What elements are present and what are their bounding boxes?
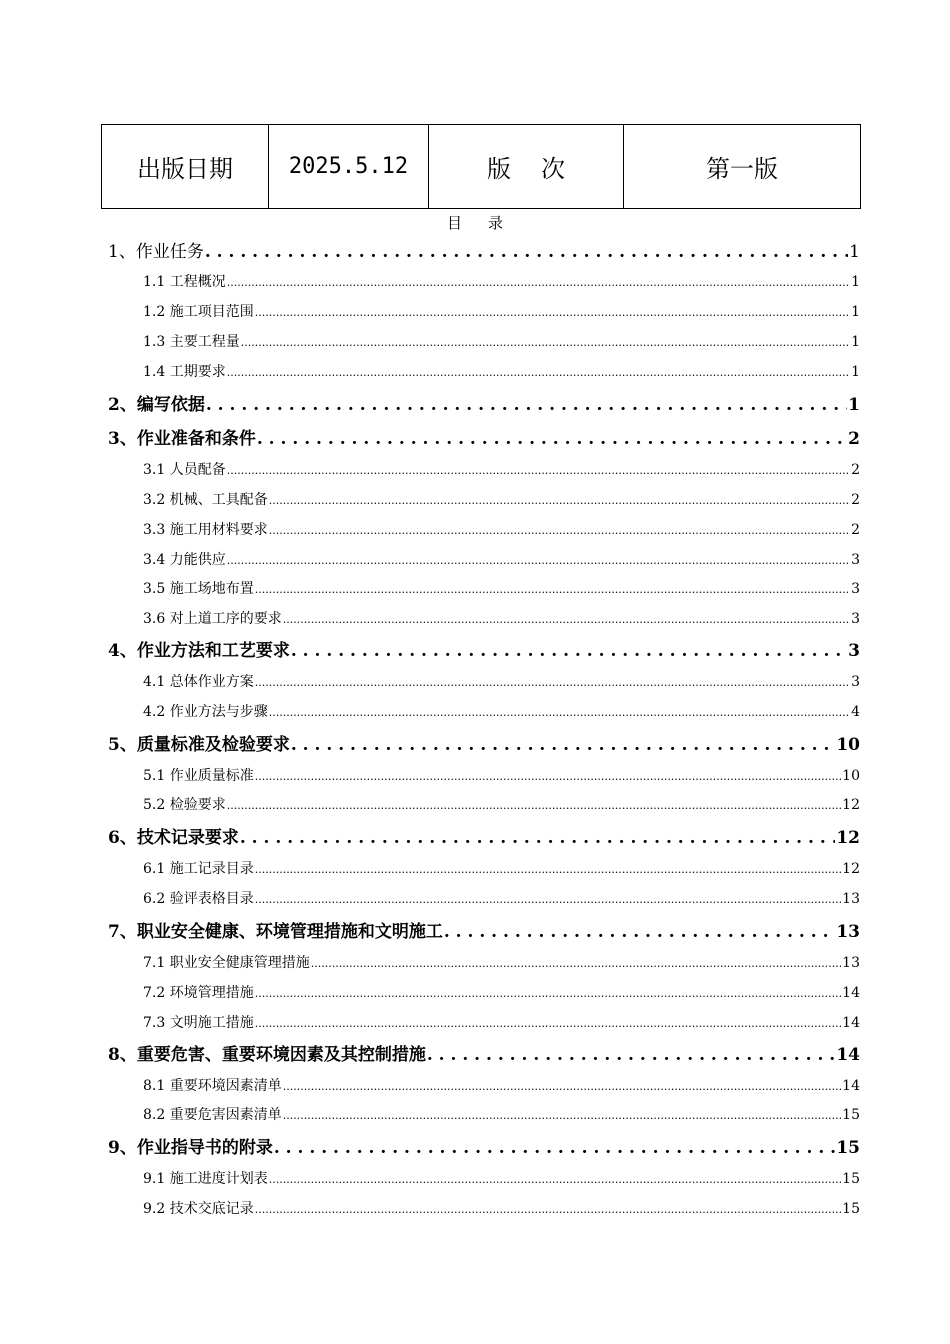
toc-dot-leader bbox=[255, 304, 850, 320]
toc-page-number: 3 bbox=[851, 581, 860, 597]
toc-dot-leader bbox=[241, 334, 850, 350]
toc-entry-title: 5.2 检验要求 bbox=[143, 797, 226, 813]
toc-entry-title: 3.2 机械、工具配备 bbox=[143, 492, 268, 508]
toc-page-number: 4 bbox=[851, 704, 860, 720]
toc-subsection-entry[interactable] bbox=[143, 1075, 860, 1093]
version-value: 第一版 bbox=[624, 125, 861, 209]
toc-entry-title: 9.1 施工进度计划表 bbox=[143, 1171, 268, 1187]
toc-entry-title: 4.2 作业方法与步骤 bbox=[143, 704, 268, 720]
toc-page-number: 3 bbox=[851, 611, 860, 627]
toc-entry-title: 1.2 施工项目范围 bbox=[143, 304, 254, 320]
toc-page-number: 14 bbox=[842, 985, 860, 1001]
toc-dot-leader bbox=[227, 797, 841, 813]
toc-entry-title: 9、作业指导书的附录 bbox=[108, 1138, 273, 1158]
toc-page-number: 1 bbox=[851, 304, 860, 320]
toc-entry-title: 7.3 文明施工措施 bbox=[143, 1015, 254, 1031]
toc-entry-title: 3.1 人员配备 bbox=[143, 462, 226, 478]
toc-dot-leader bbox=[291, 735, 835, 755]
toc-page-number: 3 bbox=[851, 552, 860, 568]
toc-page-number: 15 bbox=[842, 1171, 860, 1187]
toc-entry-title: 3.3 施工用材料要求 bbox=[143, 522, 268, 538]
toc-entry-title: 6、技术记录要求 bbox=[108, 828, 239, 848]
toc-dot-leader bbox=[283, 1107, 841, 1123]
toc-subsection-entry[interactable] bbox=[143, 982, 860, 1000]
toc-dot-leader bbox=[227, 462, 850, 478]
toc-dot-leader bbox=[269, 492, 850, 508]
toc-dot-leader bbox=[255, 861, 841, 877]
toc-subsection-entry[interactable] bbox=[143, 952, 860, 970]
toc-dot-leader bbox=[283, 1078, 841, 1094]
toc-dot-leader bbox=[427, 1045, 836, 1065]
toc-subsection-entry[interactable] bbox=[143, 578, 860, 596]
toc-entry-title: 1、作业任务 bbox=[108, 242, 204, 262]
toc-section-entry[interactable] bbox=[108, 237, 860, 262]
toc-entry-title: 3.4 力能供应 bbox=[143, 552, 226, 568]
toc-dot-leader bbox=[257, 429, 847, 449]
toc-entry-title: 7、职业安全健康、环境管理措施和文明施工 bbox=[108, 922, 443, 942]
toc-dot-leader bbox=[255, 581, 850, 597]
toc-page-number: 13 bbox=[842, 891, 860, 907]
toc-page-number: 13 bbox=[842, 955, 860, 971]
toc-subsection-entry[interactable] bbox=[143, 519, 860, 537]
toc-page-number: 1 bbox=[851, 274, 860, 290]
toc-entry-title: 1.3 主要工程量 bbox=[143, 334, 240, 350]
toc-subsection-entry[interactable] bbox=[143, 1198, 860, 1216]
toc-subsection-entry[interactable] bbox=[143, 608, 860, 626]
toc-subsection-entry[interactable] bbox=[143, 765, 860, 783]
toc-dot-leader bbox=[255, 891, 841, 907]
toc-dot-leader bbox=[227, 364, 850, 380]
toc-subsection-entry[interactable] bbox=[143, 459, 860, 477]
toc-subsection-entry[interactable] bbox=[143, 888, 860, 906]
toc-subsection-entry[interactable] bbox=[143, 701, 860, 719]
toc-subsection-entry[interactable] bbox=[143, 271, 860, 289]
toc-dot-leader bbox=[311, 955, 841, 971]
toc-dot-leader bbox=[255, 768, 841, 784]
toc-page-number: 14 bbox=[842, 1078, 860, 1094]
toc-page-number: 1 bbox=[848, 395, 860, 415]
toc-page-number: 15 bbox=[836, 1138, 860, 1158]
publish-date-label: 出版日期 bbox=[102, 125, 269, 209]
toc-dot-leader bbox=[227, 274, 850, 290]
toc-page-number: 12 bbox=[842, 797, 860, 813]
toc-title: 目录 bbox=[446, 214, 529, 232]
toc-entry-title: 9.2 技术交底记录 bbox=[143, 1201, 254, 1217]
toc-entry-title: 5、质量标准及检验要求 bbox=[108, 735, 290, 755]
toc-page-number: 12 bbox=[836, 828, 860, 848]
toc-page-number: 1 bbox=[851, 364, 860, 380]
toc-section-entry[interactable] bbox=[108, 390, 860, 415]
toc-entry-title: 1.1 工程概况 bbox=[143, 274, 226, 290]
toc-dot-leader bbox=[240, 828, 835, 848]
toc-subsection-entry[interactable] bbox=[143, 489, 860, 507]
toc-page-number: 12 bbox=[842, 861, 860, 877]
toc-dot-leader bbox=[269, 1171, 841, 1187]
toc-page-number: 14 bbox=[842, 1015, 860, 1031]
toc-page-number: 2 bbox=[851, 492, 860, 508]
toc-page-number: 13 bbox=[836, 922, 860, 942]
toc-page-number: 15 bbox=[842, 1107, 860, 1123]
toc-dot-leader bbox=[274, 1138, 835, 1158]
toc-section-entry[interactable] bbox=[108, 1133, 860, 1158]
toc-subsection-entry[interactable] bbox=[143, 858, 860, 876]
toc-dot-leader bbox=[255, 985, 841, 1001]
toc-entry-title: 8、重要危害、重要环境因素及其控制措施 bbox=[108, 1045, 426, 1065]
toc-dot-leader bbox=[205, 242, 848, 262]
toc-entry-title: 8.1 重要环境因素清单 bbox=[143, 1078, 282, 1094]
toc-subsection-entry[interactable] bbox=[143, 671, 860, 689]
toc-entry-title: 4.1 总体作业方案 bbox=[143, 674, 254, 690]
toc-dot-leader bbox=[269, 522, 850, 538]
toc-entry-title: 4、作业方法和工艺要求 bbox=[108, 641, 290, 661]
toc-page-number: 14 bbox=[836, 1045, 860, 1065]
toc-dot-leader bbox=[291, 641, 847, 661]
toc-dot-leader bbox=[206, 395, 847, 415]
toc-dot-leader bbox=[227, 552, 850, 568]
toc-subsection-entry[interactable] bbox=[143, 331, 860, 349]
toc-section-entry[interactable] bbox=[108, 823, 860, 848]
toc-section-entry[interactable] bbox=[108, 730, 860, 755]
toc-subsection-entry[interactable] bbox=[143, 361, 860, 379]
toc-subsection-entry[interactable] bbox=[143, 1168, 860, 1186]
toc-subsection-entry[interactable] bbox=[143, 794, 860, 812]
toc-page-number: 15 bbox=[842, 1201, 860, 1217]
publish-date-value: 2025.5.12 bbox=[269, 125, 429, 209]
toc-page-number: 10 bbox=[842, 768, 860, 784]
toc-section-entry[interactable] bbox=[108, 917, 860, 942]
toc-page-number: 3 bbox=[848, 641, 860, 661]
toc-section-entry[interactable] bbox=[108, 424, 860, 449]
toc-dot-leader bbox=[444, 922, 836, 942]
toc-entry-title: 7.2 环境管理措施 bbox=[143, 985, 254, 1001]
toc-dot-leader bbox=[255, 674, 850, 690]
toc-entry-title: 1.4 工期要求 bbox=[143, 364, 226, 380]
toc-page-number: 1 bbox=[849, 242, 860, 262]
toc-entry-title: 2、编写依据 bbox=[108, 395, 205, 415]
toc-page-number: 2 bbox=[848, 429, 860, 449]
toc-page-number: 1 bbox=[851, 334, 860, 350]
toc-subsection-entry[interactable] bbox=[143, 1012, 860, 1030]
toc-dot-leader bbox=[283, 611, 850, 627]
toc-entry-title: 3、作业准备和条件 bbox=[108, 429, 256, 449]
toc-entry-title: 6.2 验评表格目录 bbox=[143, 891, 254, 907]
toc-page-number: 3 bbox=[851, 674, 860, 690]
toc-dot-leader bbox=[269, 704, 850, 720]
toc-subsection-entry[interactable] bbox=[143, 549, 860, 567]
version-label: 版次 bbox=[429, 125, 624, 209]
toc-dot-leader bbox=[255, 1015, 841, 1031]
toc-entry-title: 8.2 重要危害因素清单 bbox=[143, 1107, 282, 1123]
toc-section-entry[interactable] bbox=[108, 636, 860, 661]
toc-dot-leader bbox=[255, 1201, 841, 1217]
toc-entry-title: 3.6 对上道工序的要求 bbox=[143, 611, 282, 627]
toc-subsection-entry[interactable] bbox=[143, 1104, 860, 1122]
toc-page-number: 2 bbox=[851, 522, 860, 538]
toc-subsection-entry[interactable] bbox=[143, 301, 860, 319]
toc-entry-title: 3.5 施工场地布置 bbox=[143, 581, 254, 597]
toc-entry-title: 5.1 作业质量标准 bbox=[143, 768, 254, 784]
toc-section-entry[interactable] bbox=[108, 1040, 860, 1065]
toc-entry-title: 6.1 施工记录目录 bbox=[143, 861, 254, 877]
toc-page-number: 2 bbox=[851, 462, 860, 478]
toc-entry-title: 7.1 职业安全健康管理措施 bbox=[143, 955, 310, 971]
toc-page-number: 10 bbox=[836, 735, 860, 755]
